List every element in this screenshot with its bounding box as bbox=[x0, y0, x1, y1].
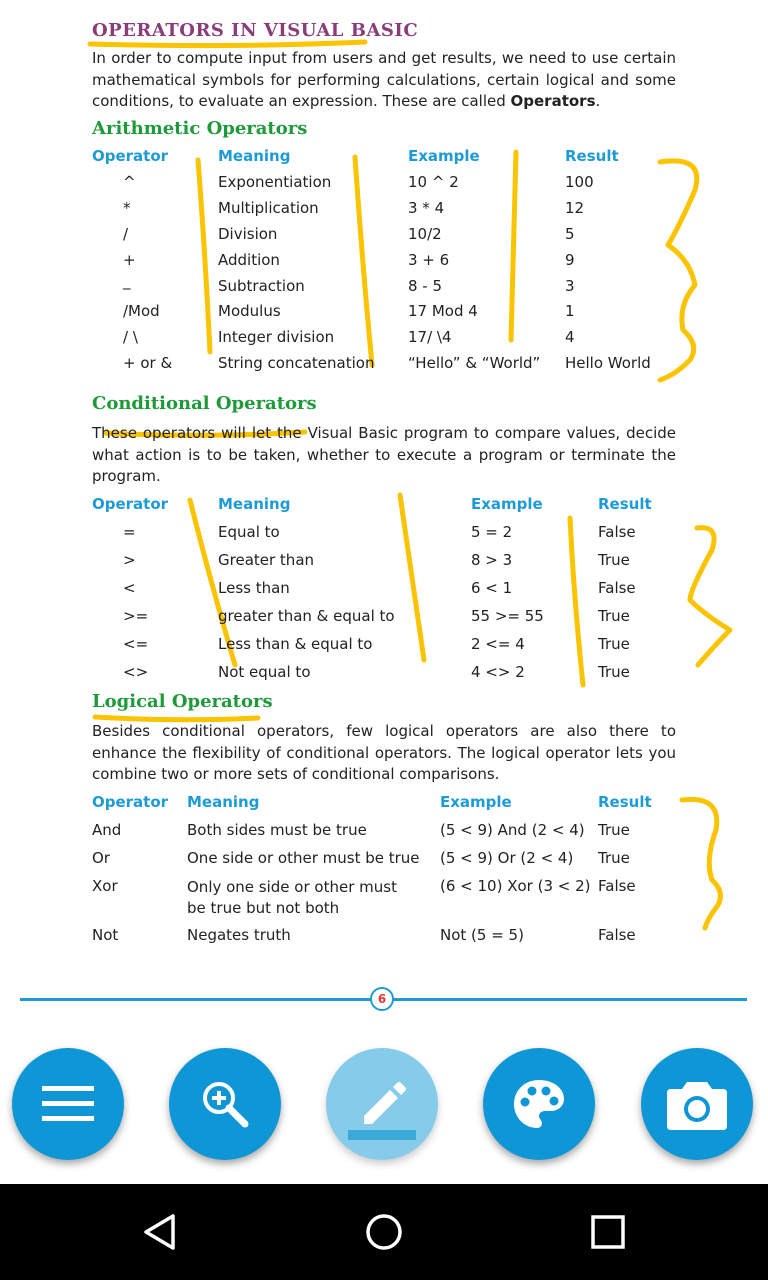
recents-icon bbox=[588, 1212, 628, 1252]
table-cell: / bbox=[123, 225, 129, 243]
conditional-heading: Conditional Operators bbox=[92, 393, 317, 414]
table-cell: (6 < 10) Xor (3 < 2) bbox=[440, 877, 591, 895]
table-cell: True bbox=[598, 663, 630, 681]
intro-paragraph: In order to compute input from users and get results, we need to use certain mathematical symbols for performing calculations, certain logical and some conditions, to evaluate an expression. These are called Operators. bbox=[92, 49, 676, 110]
table-cell: Less than bbox=[218, 579, 290, 597]
table-cell: 3 * 4 bbox=[408, 199, 445, 217]
table-cell: (5 < 9) Or (2 < 4) bbox=[440, 849, 574, 867]
table-cell: Modulus bbox=[218, 302, 281, 320]
table-cell: Or bbox=[92, 849, 110, 867]
pencil-icon bbox=[342, 1064, 422, 1144]
home-button[interactable] bbox=[336, 1184, 432, 1280]
table-cell: True bbox=[598, 635, 630, 653]
table-cell: One side or other must be true bbox=[187, 849, 420, 867]
logical-header-operator: Operator bbox=[92, 793, 169, 811]
table-cell: Integer division bbox=[218, 328, 335, 346]
zoom-in-icon bbox=[195, 1074, 255, 1134]
table-cell: + or & bbox=[123, 354, 173, 372]
table-cell: / \ bbox=[123, 328, 138, 346]
back-button[interactable] bbox=[112, 1184, 208, 1280]
table-cell: False bbox=[598, 877, 636, 895]
zoom-in-button[interactable] bbox=[169, 1048, 281, 1160]
table-cell: 5 = 2 bbox=[471, 523, 513, 541]
page-number-badge[interactable]: 6 bbox=[370, 987, 394, 1011]
palette-button[interactable] bbox=[483, 1048, 595, 1160]
table-cell: Greater than bbox=[218, 551, 315, 569]
table-cell: Xor bbox=[92, 877, 118, 895]
table-cell: > bbox=[123, 551, 136, 569]
logical-header-meaning: Meaning bbox=[187, 793, 260, 811]
table-cell: 17/ \4 bbox=[408, 328, 452, 346]
pencil-button[interactable] bbox=[326, 1048, 438, 1160]
page-title: OPERATORS IN VISUAL BASIC bbox=[92, 20, 419, 41]
table-cell: /Mod bbox=[123, 302, 160, 320]
table-cell: Subtraction bbox=[218, 277, 305, 295]
table-cell: _ bbox=[123, 272, 131, 290]
table-cell: 10/2 bbox=[408, 225, 442, 243]
conditional-header-operator: Operator bbox=[92, 495, 169, 513]
camera-button[interactable] bbox=[641, 1048, 753, 1160]
table-cell: Equal to bbox=[218, 523, 280, 541]
table-cell: Less than & equal to bbox=[218, 635, 373, 653]
table-cell: 17 Mod 4 bbox=[408, 302, 478, 320]
system-navigation-bar bbox=[0, 1184, 768, 1280]
table-cell: Hello World bbox=[565, 354, 651, 372]
table-cell: 4 <> 2 bbox=[471, 663, 525, 681]
table-cell: Not (5 = 5) bbox=[440, 926, 524, 944]
table-cell: True bbox=[598, 607, 630, 625]
home-icon bbox=[364, 1212, 404, 1252]
table-cell: ^ bbox=[123, 173, 136, 191]
arithmetic-header-example: Example bbox=[408, 147, 480, 165]
arithmetic-header-result: Result bbox=[565, 147, 619, 165]
table-cell: 10 ^ 2 bbox=[408, 173, 459, 191]
arithmetic-header-operator: Operator bbox=[92, 147, 169, 165]
arithmetic-heading: Arithmetic Operators bbox=[92, 118, 308, 139]
table-cell: Only one side or other must be true but not both bbox=[187, 878, 397, 917]
table-cell: False bbox=[598, 926, 636, 944]
table-cell: “Hello” & “World” bbox=[408, 354, 541, 372]
table-cell: = bbox=[123, 523, 136, 541]
table-cell: And bbox=[92, 821, 122, 839]
table-cell: Addition bbox=[218, 251, 280, 269]
conditional-paragraph: These operators will let the Visual Basic program to compare values, decide what action is to be taken, whether to execute a program or terminate the program. bbox=[92, 424, 676, 485]
table-cell: True bbox=[598, 551, 630, 569]
table-cell: True bbox=[598, 849, 630, 867]
table-cell: greater than & equal to bbox=[218, 607, 395, 625]
table-cell: 1 bbox=[565, 302, 575, 320]
logical-header-result: Result bbox=[598, 793, 652, 811]
table-cell: 3 + 6 bbox=[408, 251, 450, 269]
camera-icon bbox=[665, 1076, 729, 1132]
table-cell: Negates truth bbox=[187, 926, 291, 944]
table-cell: <> bbox=[123, 663, 149, 681]
table-cell: Both sides must be true bbox=[187, 821, 367, 839]
conditional-header-result: Result bbox=[598, 495, 652, 513]
logical-header-example: Example bbox=[440, 793, 512, 811]
table-cell: 55 >= 55 bbox=[471, 607, 544, 625]
table-cell: >= bbox=[123, 607, 149, 625]
table-cell: 5 bbox=[565, 225, 575, 243]
table-cell: Exponentiation bbox=[218, 173, 332, 191]
table-cell: Not equal to bbox=[218, 663, 311, 681]
table-cell: Division bbox=[218, 225, 278, 243]
back-icon bbox=[140, 1212, 180, 1252]
table-cell: String concatenation bbox=[218, 354, 375, 372]
menu-icon bbox=[40, 1084, 96, 1124]
logical-paragraph: Besides conditional operators, few logical operators are also there to enhance the flexibility of conditional operators. The logical operator lets you combine two or more sets of conditional comparisons. bbox=[92, 722, 676, 783]
table-cell: 9 bbox=[565, 251, 575, 269]
menu-button[interactable] bbox=[12, 1048, 124, 1160]
table-cell: 6 < 1 bbox=[471, 579, 513, 597]
table-cell: 2 <= 4 bbox=[471, 635, 525, 653]
logical-heading: Logical Operators bbox=[92, 691, 273, 712]
table-cell: + bbox=[123, 251, 136, 269]
table-cell: * bbox=[123, 199, 131, 217]
palette-icon bbox=[509, 1074, 569, 1134]
table-cell: < bbox=[123, 579, 136, 597]
table-cell: 12 bbox=[565, 199, 585, 217]
conditional-header-example: Example bbox=[471, 495, 543, 513]
table-cell: Multiplication bbox=[218, 199, 319, 217]
table-cell: (5 < 9) And (2 < 4) bbox=[440, 821, 585, 839]
table-cell: 3 bbox=[565, 277, 575, 295]
table-cell: 8 > 3 bbox=[471, 551, 513, 569]
table-cell: <= bbox=[123, 635, 149, 653]
table-cell: False bbox=[598, 579, 636, 597]
conditional-header-meaning: Meaning bbox=[218, 495, 291, 513]
recents-button[interactable] bbox=[560, 1184, 656, 1280]
arithmetic-header-meaning: Meaning bbox=[218, 147, 291, 165]
table-cell: False bbox=[598, 523, 636, 541]
table-cell: True bbox=[598, 821, 630, 839]
table-cell: 4 bbox=[565, 328, 575, 346]
table-cell: 8 - 5 bbox=[408, 277, 443, 295]
table-cell: Not bbox=[92, 926, 119, 944]
table-cell: 100 bbox=[565, 173, 594, 191]
